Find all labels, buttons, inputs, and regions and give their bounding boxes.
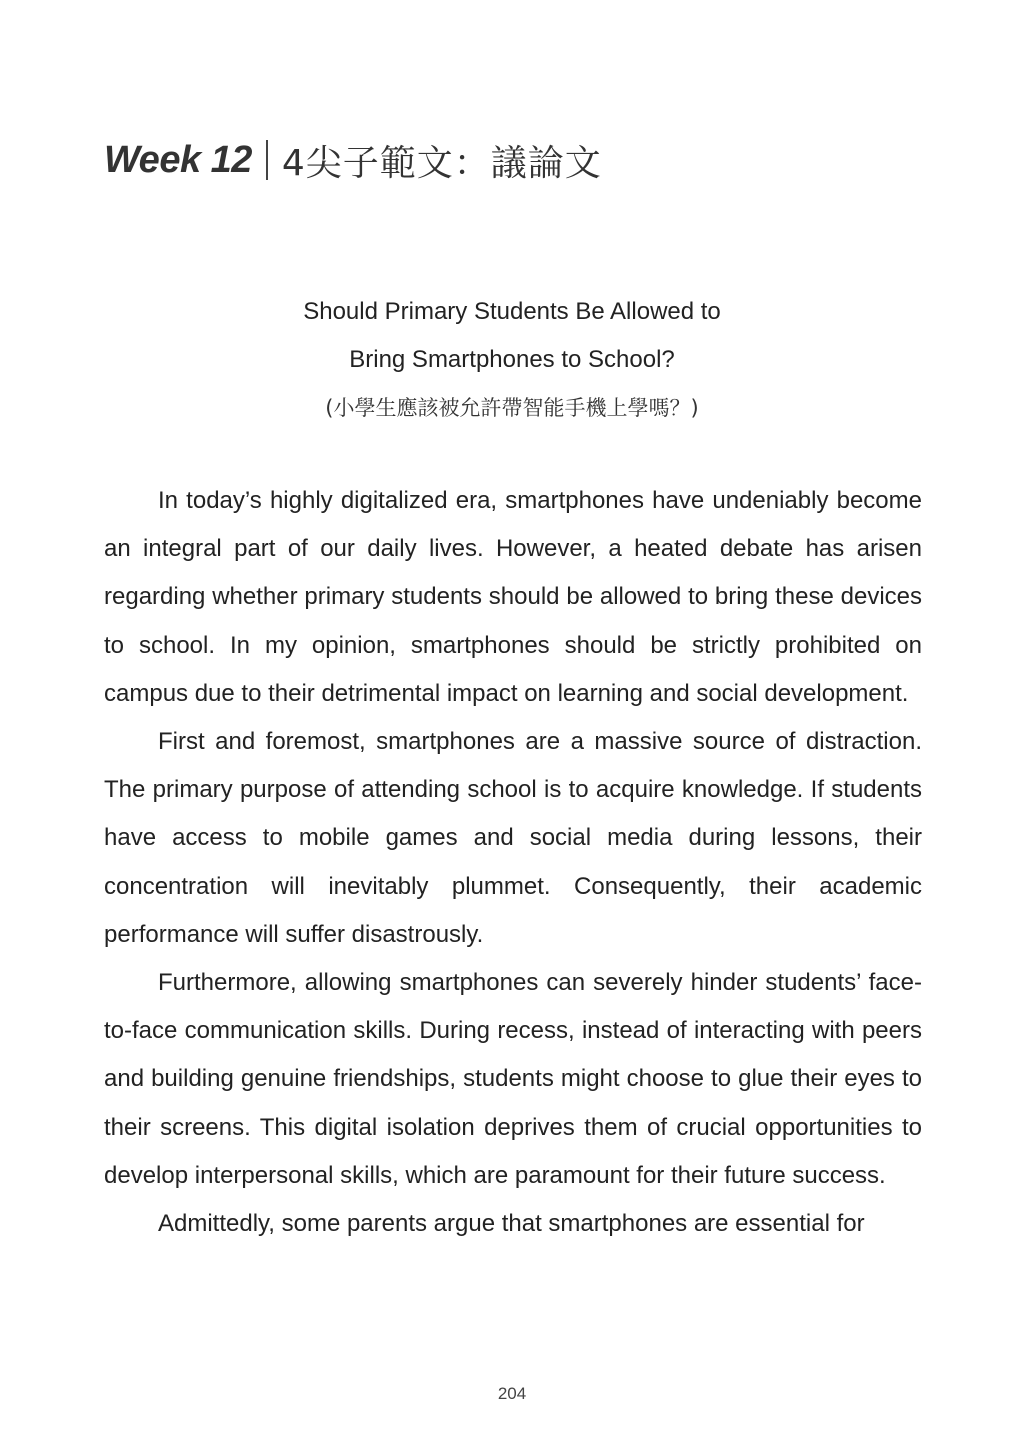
essay-body bbox=[104, 477, 922, 1248]
page-number: 204 bbox=[497, 1384, 527, 1403]
essay-title-line-2: Bring Smartphones to School? bbox=[349, 346, 675, 373]
essay-title-line-1: Should Primary Students Be Allowed to bbox=[303, 298, 721, 325]
essay-title bbox=[104, 288, 920, 432]
essay-paragraph-3: Furthermore, allowing smartphones can severely hinder students’ face-to-face communication skills. During recess, instead of interacting with peers and building genuine friendships, students might choose to glue their eyes to their screens. This digital isolation deprives them of crucial opportunities to develop interpersonal skills, which are paramount for their future success. bbox=[104, 969, 922, 1189]
page-header bbox=[104, 132, 602, 188]
essay-title-chinese: (小學生應該被允許帶智能手機上學嗎？) bbox=[325, 396, 699, 420]
essay-paragraph-2: First and foremost, smartphones are a massive source of distraction. The primary purpose of attending school is to acquire knowledge. If students have access to mobile games and social media during lessons, their concentration will inevitably plummet. Consequently, their academic performance will suffer disastrously. bbox=[104, 728, 922, 948]
essay-paragraph-4: Admittedly, some parents argue that smartphones are essential for bbox=[158, 1210, 865, 1238]
essay-paragraph-1: In today’s highly digitalized era, smartphones have undeniably become an integral part of our daily lives. However, a heated debate has arisen regarding whether primary students should be allowed to bring these devices to school. In my opinion, smartphones should be strictly prohibited on campus due to their detrimental impact on learning and social development. bbox=[104, 487, 922, 707]
week-label: Week 12 bbox=[104, 138, 252, 181]
header-divider bbox=[266, 140, 268, 180]
chapter-title: 4尖子範文：議論文 bbox=[281, 142, 602, 184]
